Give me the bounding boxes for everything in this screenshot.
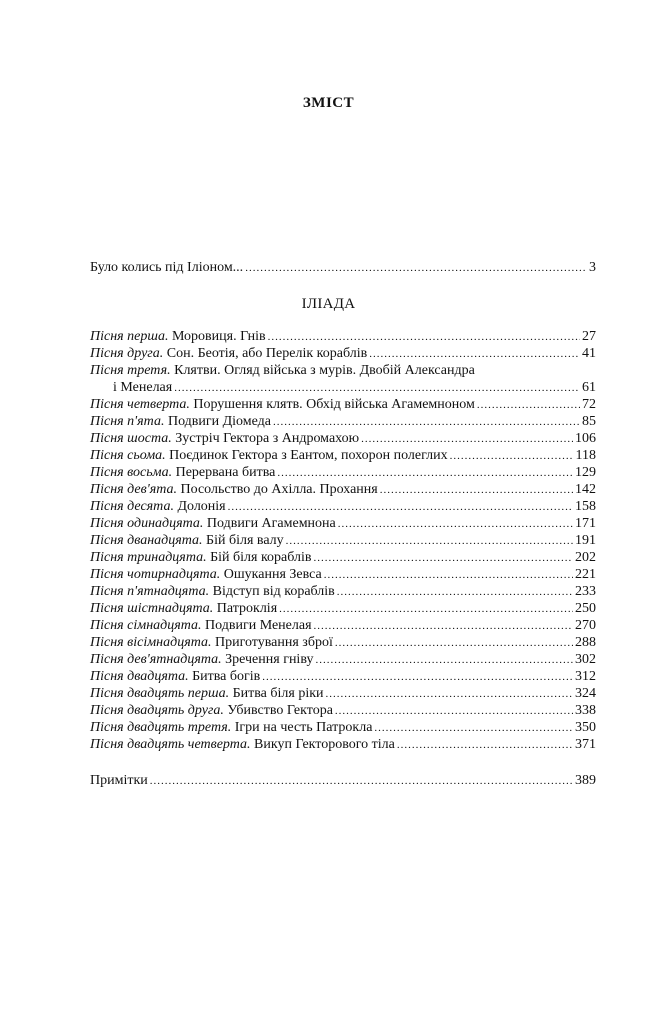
toc-entry[interactable] [90, 634, 596, 651]
song-number: Пісня шістнадцята. [90, 601, 214, 616]
toc-page-number: 312 [575, 669, 596, 684]
toc-entry[interactable] [90, 515, 596, 532]
song-number: Пісня двадцять четверта. [90, 737, 251, 752]
song-title: Ошукання Зевса [223, 567, 322, 582]
song-number: Пісня чотирнадцята. [90, 567, 221, 582]
toc-entry[interactable] [90, 651, 596, 668]
toc-page-number: 324 [575, 686, 596, 701]
dot-leader [273, 414, 580, 431]
toc-entry[interactable] [90, 447, 596, 464]
toc-entry[interactable] [90, 430, 596, 447]
toc-page-number: 158 [575, 499, 596, 514]
song-number: Пісня дванадцята. [90, 533, 203, 548]
dot-leader [335, 635, 573, 652]
song-title-continued: і Менелая [113, 380, 173, 395]
song-title: Поєдинок Гектора з Еантом, похорон полеглих [169, 448, 448, 463]
toc-entry[interactable] [90, 736, 596, 753]
song-title: Зустріч Гектора з Андромахою [175, 431, 360, 446]
toc-entry-title: Примітки [90, 773, 148, 788]
dot-leader [279, 601, 573, 618]
toc-entry[interactable] [90, 328, 596, 345]
toc-entry[interactable] [90, 464, 596, 481]
song-number: Пісня дев'ятнадцята. [90, 652, 222, 667]
toc-entry[interactable] [90, 532, 596, 549]
toc-page-number: 41 [582, 346, 596, 361]
song-number: Пісня перша. [90, 329, 169, 344]
toc-page-number: 389 [575, 773, 596, 788]
toc-entry[interactable] [90, 702, 596, 719]
song-title: Подвиги Менелая [205, 618, 312, 633]
toc-page-number: 191 [575, 533, 596, 548]
song-number: Пісня восьма. [90, 465, 173, 480]
toc-page-number: 202 [575, 550, 596, 565]
toc-entry[interactable] [90, 396, 596, 413]
toc-page-number: 233 [575, 584, 596, 599]
dot-leader [174, 380, 580, 397]
dot-leader [450, 448, 574, 465]
toc-page-number: 302 [575, 652, 596, 667]
dot-leader [324, 567, 573, 584]
dot-leader [326, 686, 573, 703]
toc-page-number: 142 [575, 482, 596, 497]
toc-entry[interactable] [90, 668, 596, 685]
song-number: Пісня десята. [90, 499, 174, 514]
song-title: Долонія [177, 499, 226, 514]
song-number: Пісня четверта. [90, 397, 190, 412]
dot-leader [380, 482, 573, 499]
toc-page-number: 118 [575, 448, 596, 463]
song-number: Пісня тринадцята. [90, 550, 207, 565]
song-number: Пісня сімнадцята. [90, 618, 202, 633]
dot-leader [262, 669, 573, 686]
toc-page-number: 371 [575, 737, 596, 752]
song-title: Клятви. Огляд війська з мурів. Двобій Александра [174, 363, 475, 378]
dot-leader [286, 533, 573, 550]
toc-entry[interactable] [90, 413, 596, 430]
toc-page-number: 288 [575, 635, 596, 650]
toc-entry[interactable] [90, 566, 596, 583]
toc-page-number: 221 [575, 567, 596, 582]
toc-entry-multiline-start[interactable] [90, 362, 596, 379]
toc-page-number: 27 [582, 329, 596, 344]
dot-leader [277, 465, 573, 482]
toc-page-number: 129 [575, 465, 596, 480]
song-number: Пісня п'ятнадцята. [90, 584, 210, 599]
dot-leader [228, 499, 573, 516]
toc-entry[interactable] [90, 600, 596, 617]
dot-leader [397, 737, 573, 754]
song-title: Зречення гніву [225, 652, 314, 667]
song-title: Бій біля кораблів [210, 550, 312, 565]
toc-entry[interactable] [90, 498, 596, 515]
song-title: Моровиця. Гнів [171, 329, 266, 344]
toc-entry-notes[interactable] [90, 772, 596, 789]
song-number: Пісня двадцять друга. [90, 703, 224, 718]
song-title: Патроклія [216, 601, 278, 616]
toc-page-number: 72 [582, 397, 596, 412]
song-number: Пісня дев'ята. [90, 482, 177, 497]
dot-leader [150, 773, 573, 790]
song-title: Порушення клятв. Обхід війська Агамемноном [193, 397, 475, 412]
toc-page-number: 171 [575, 516, 596, 531]
dot-leader [268, 329, 580, 346]
dot-leader [314, 618, 573, 635]
toc-entry[interactable] [90, 685, 596, 702]
dot-leader [315, 652, 573, 669]
song-number: Пісня двадцять третя. [90, 720, 232, 735]
section-title: ІЛІАДА [301, 296, 356, 312]
song-number: Пісня двадцята. [90, 669, 189, 684]
dot-leader [477, 397, 580, 414]
toc-entry[interactable] [90, 719, 596, 736]
dot-leader [245, 260, 587, 277]
dot-leader [374, 720, 573, 737]
toc-page-number: 85 [582, 414, 596, 429]
song-title: Битва богів [192, 669, 261, 684]
song-title: Битва біля ріки [232, 686, 324, 701]
page-title: ЗМІСТ [302, 95, 355, 111]
toc-entry[interactable] [90, 617, 596, 634]
song-title: Сон. Беотія, або Перелік кораблів [166, 346, 368, 361]
song-number: Пісня двадцять перша. [90, 686, 230, 701]
toc-page-number: 338 [575, 703, 596, 718]
dot-leader [314, 550, 573, 567]
dot-leader [369, 346, 580, 363]
song-number: Пісня п'ята. [90, 414, 165, 429]
song-title: Ігри на честь Патрокла [234, 720, 373, 735]
song-title: Посольство до Ахілла. Прохання [180, 482, 378, 497]
toc-page-number: 270 [575, 618, 596, 633]
dot-leader [338, 516, 573, 533]
toc-entry[interactable] [90, 583, 596, 600]
toc-page-number: 61 [582, 380, 596, 395]
toc-page-number: 250 [575, 601, 596, 616]
dot-leader [337, 584, 573, 601]
song-title: Подвиги Агамемнона [206, 516, 336, 531]
dot-leader [361, 431, 573, 448]
song-number: Пісня друга. [90, 346, 164, 361]
song-title: Убивство Гектора [227, 703, 333, 718]
toc-page-number: 106 [575, 431, 596, 446]
toc-entry-intro[interactable] [90, 259, 596, 276]
song-number: Пісня шоста. [90, 431, 172, 446]
song-title: Бій біля валу [206, 533, 284, 548]
toc-entry[interactable] [90, 481, 596, 498]
song-title: Приготування зброї [215, 635, 333, 650]
song-number: Пісня вісімнадцята. [90, 635, 212, 650]
song-title: Викуп Гекторового тіла [254, 737, 395, 752]
song-number: Пісня третя. [90, 363, 171, 378]
toc-entry-multiline-end[interactable] [113, 379, 596, 396]
toc-page-number: 350 [575, 720, 596, 735]
toc-entry-title: Було колись під Іліоном... [90, 260, 244, 275]
toc-page-number: 3 [589, 260, 596, 275]
song-title: Перервана битва [175, 465, 276, 480]
song-title: Подвиги Діомеда [167, 414, 272, 429]
song-number: Пісня сьома. [90, 448, 166, 463]
song-title: Відступ від кораблів [212, 584, 335, 599]
toc-entry[interactable] [90, 549, 596, 566]
song-number: Пісня одинадцята. [90, 516, 204, 531]
dot-leader [335, 703, 573, 720]
toc-entry[interactable] [90, 345, 596, 362]
